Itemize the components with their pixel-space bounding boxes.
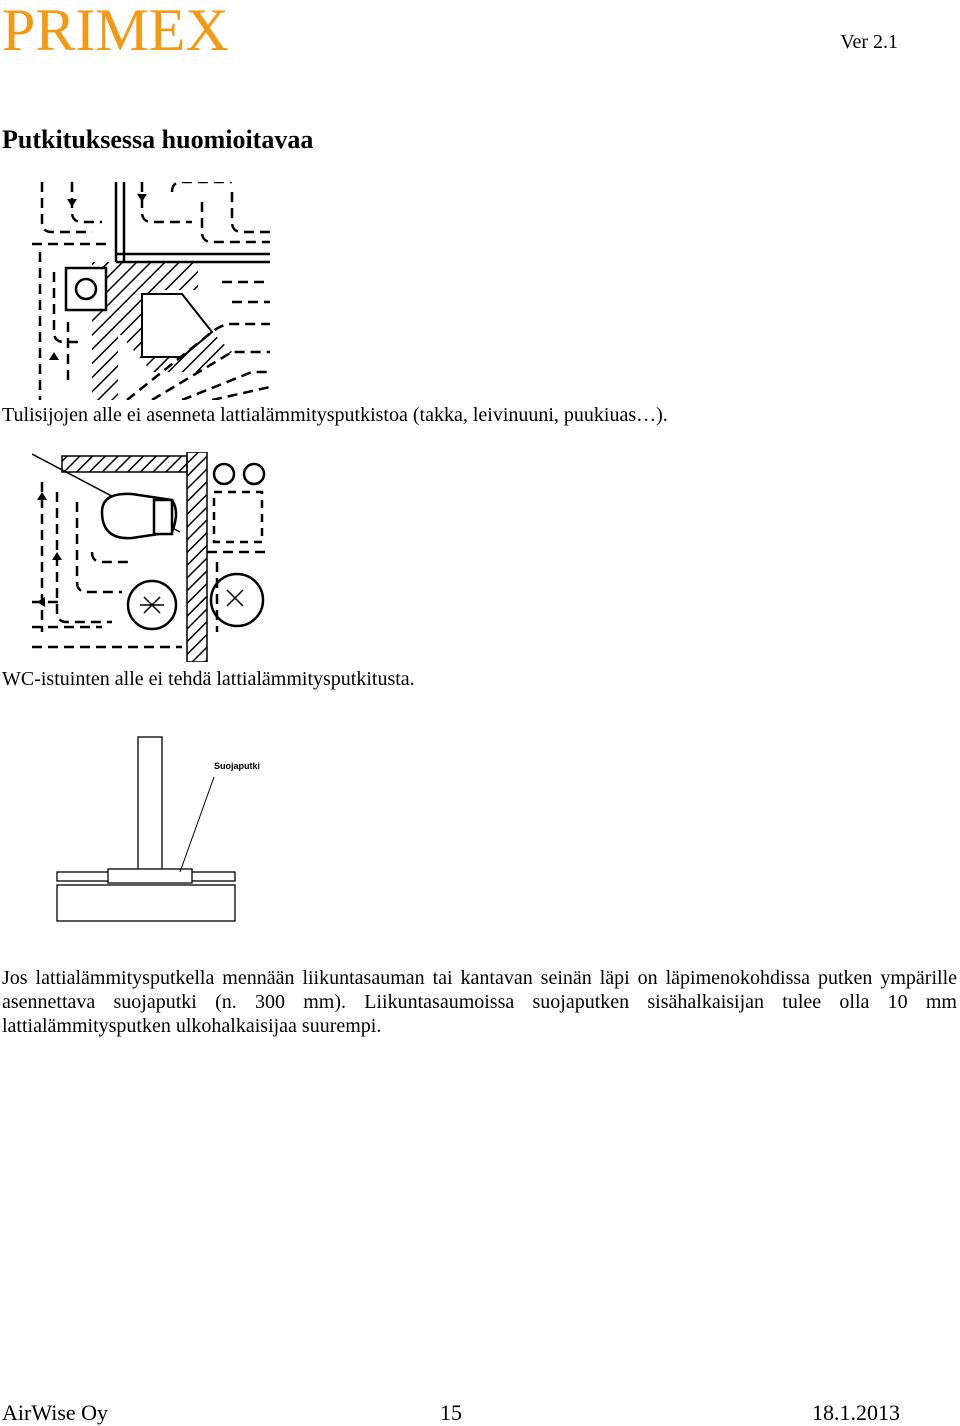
wc-plan-diagram	[32, 452, 270, 662]
body-paragraph: Jos lattialämmitysputkella mennään liikuntasauman tai kantavan seinän läpi on läpimenokohdissa putken ympärille asennettava suojaputki (n. 300 mm). Liikuntasaumoissa suojaputken sisähalkaisijan tulee olla 10 mm lattialämmitysputken ulkohalkaisijaa suurempi.	[2, 967, 957, 1037]
footer-date: 18.1.2013	[812, 1400, 900, 1425]
diagram-label-suojaputki: Suojaputki	[214, 761, 261, 771]
figure-caption-wc: WC-istuinten alle ei tehdä lattialämmitysputkitusta.	[2, 668, 415, 690]
figure-caption-fireplace: Tulisijojen alle ei asenneta lattialämmitysputkistoa (takka, leivinuuni, puukiuas…).	[2, 404, 668, 426]
footer-company: AirWise Oy	[2, 1400, 109, 1425]
section-title: Putkituksessa huomioitavaa	[2, 125, 314, 154]
fireplace-plan-diagram	[32, 182, 270, 400]
footer-page-number: 15	[440, 1400, 462, 1425]
document-version: Ver 2.1	[840, 31, 898, 53]
protective-pipe-diagram	[52, 735, 261, 925]
brand-logo: PRIMEX	[2, 0, 229, 63]
